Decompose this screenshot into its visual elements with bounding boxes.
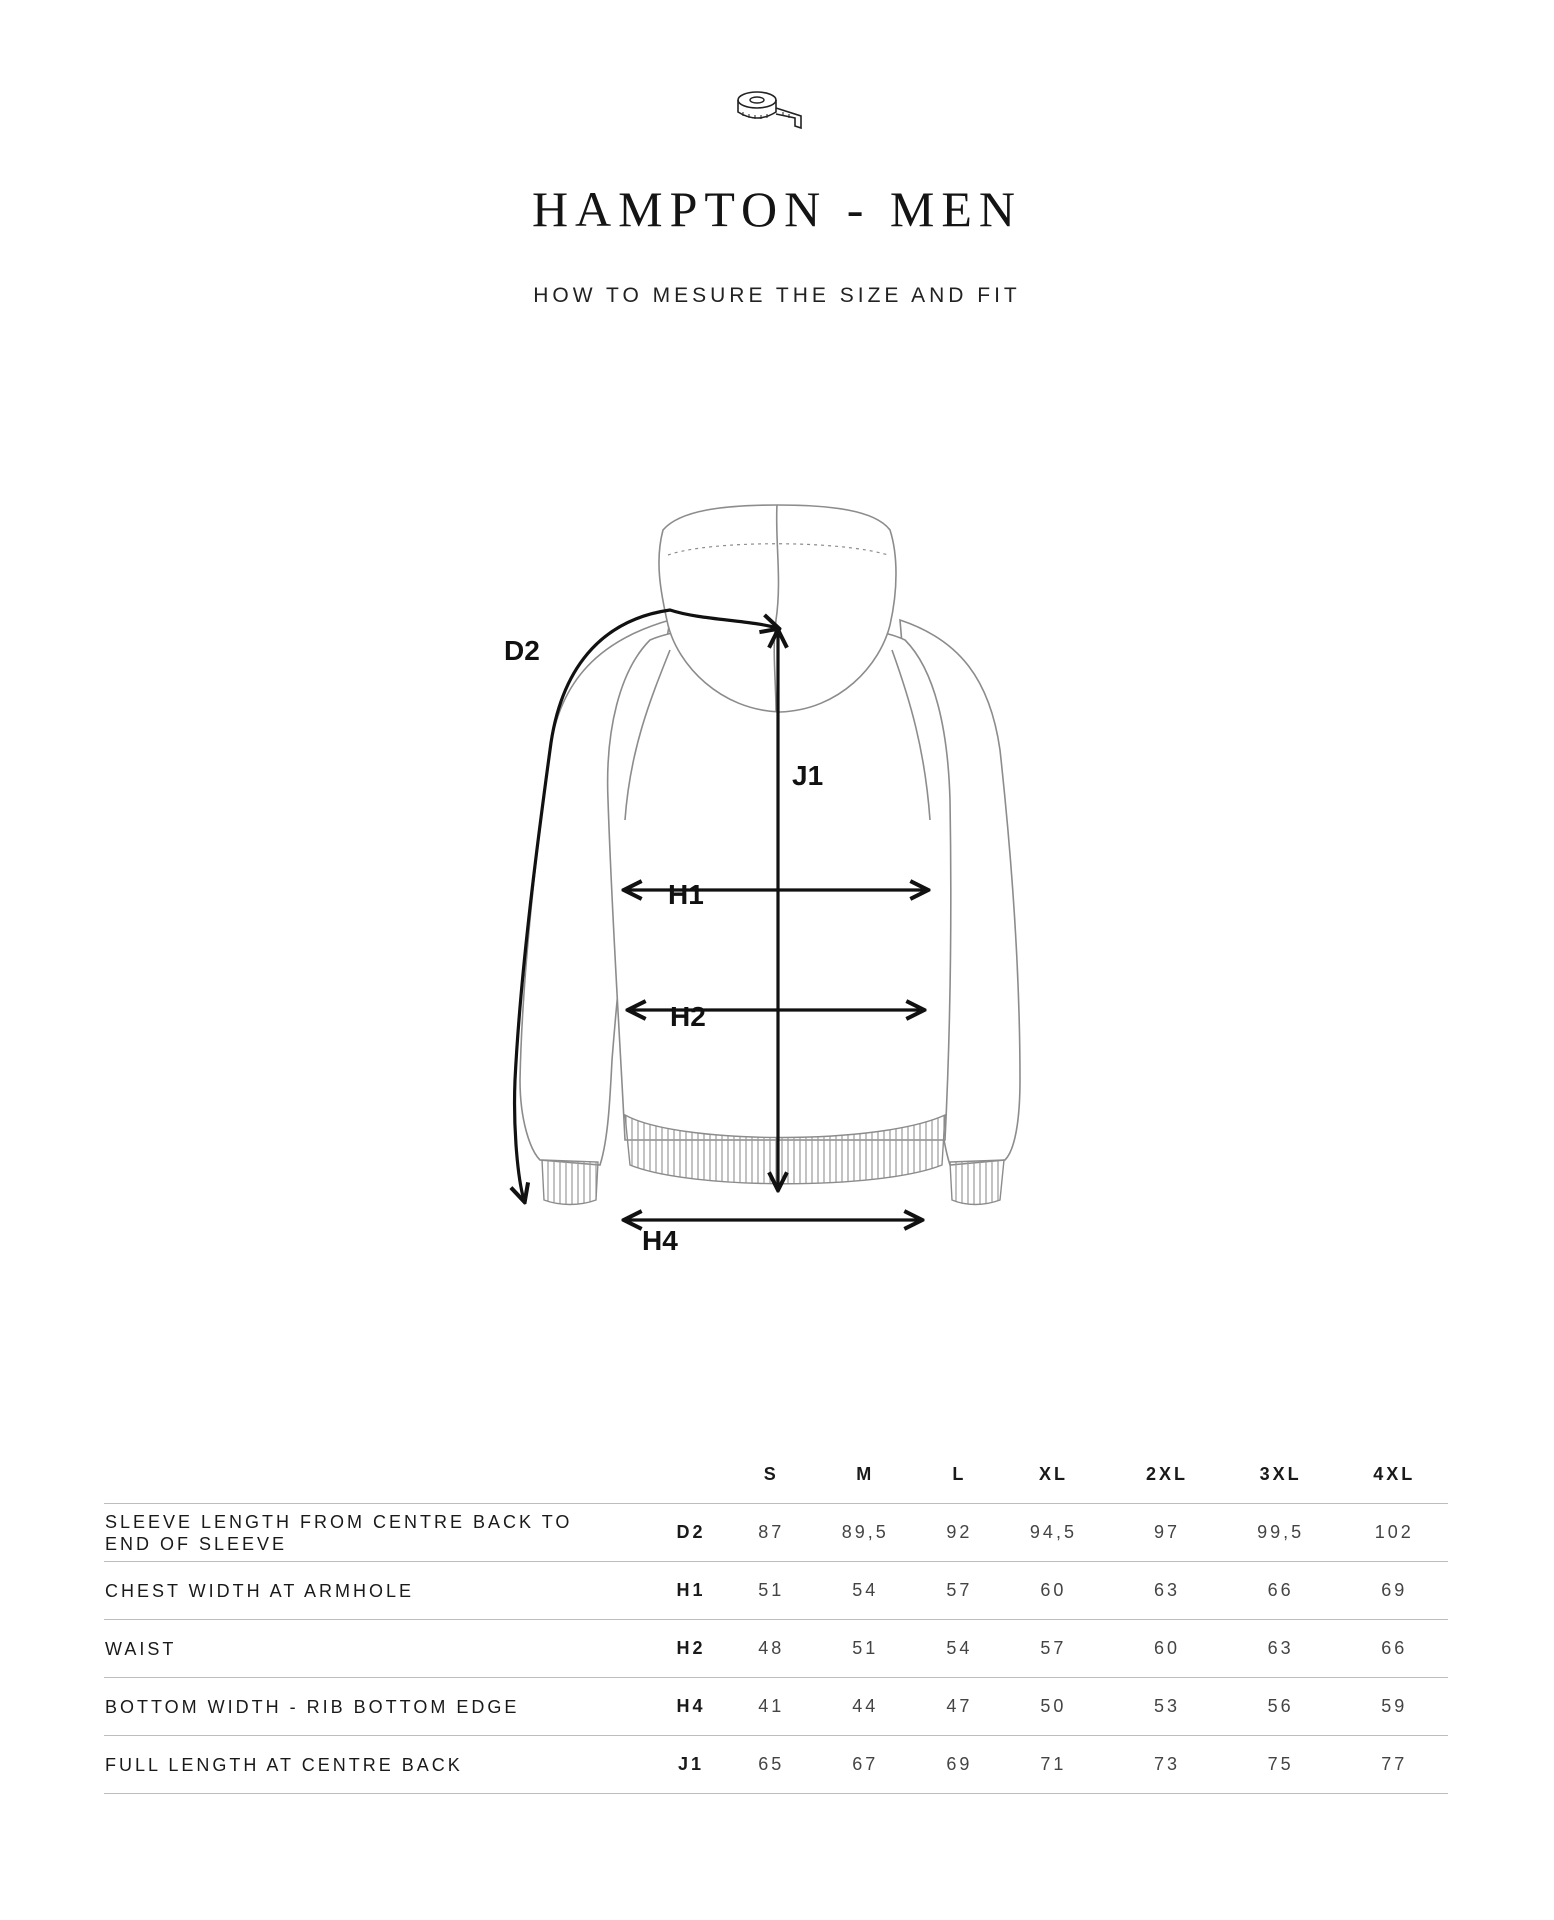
size-chart-table (104, 1445, 1448, 1794)
size-value: 54 (805, 1562, 925, 1620)
size-value: 56 (1221, 1678, 1341, 1736)
size-value: 73 (1113, 1736, 1220, 1794)
label-d2: D2 (504, 635, 540, 666)
table-row (104, 1678, 1448, 1736)
size-value: 94,5 (994, 1504, 1114, 1562)
measurement-code: D2 (645, 1504, 737, 1562)
size-value: 63 (1113, 1562, 1220, 1620)
size-value: 47 (925, 1678, 993, 1736)
size-value: 63 (1221, 1620, 1341, 1678)
size-value: 44 (805, 1678, 925, 1736)
size-value: 102 (1341, 1504, 1449, 1562)
header-measurement (104, 1445, 645, 1504)
size-value: 51 (737, 1562, 805, 1620)
hoodie-outline (520, 505, 1020, 1165)
size-value: 99,5 (1221, 1504, 1341, 1562)
header-code (645, 1445, 737, 1504)
size-value: 41 (737, 1678, 805, 1736)
measurement-name: FULL LENGTH AT CENTRE BACK (104, 1736, 645, 1794)
hoodie-diagram (480, 500, 1040, 1270)
header-size: L (925, 1445, 993, 1504)
label-j1: J1 (792, 760, 824, 791)
table-header-row (104, 1445, 1448, 1504)
table-row (104, 1504, 1448, 1562)
label-h4: H4 (642, 1225, 678, 1256)
measurement-name: SLEEVE LENGTH FROM CENTRE BACK TO END OF SLEEVE (104, 1504, 645, 1562)
measuring-tape-icon (735, 88, 811, 132)
size-value: 59 (1341, 1678, 1449, 1736)
size-value: 92 (925, 1504, 993, 1562)
page-subtitle: HOW TO MESURE THE SIZE AND FIT (533, 284, 1021, 307)
size-value: 67 (805, 1736, 925, 1794)
size-value: 69 (925, 1736, 993, 1794)
size-value: 87 (737, 1504, 805, 1562)
size-value: 48 (737, 1620, 805, 1678)
size-value: 53 (1113, 1678, 1220, 1736)
size-value: 66 (1341, 1620, 1449, 1678)
size-value: 51 (805, 1620, 925, 1678)
size-value: 66 (1221, 1562, 1341, 1620)
size-value: 77 (1341, 1736, 1449, 1794)
size-value: 54 (925, 1620, 993, 1678)
measurement-code: J1 (645, 1736, 737, 1794)
size-value: 65 (737, 1736, 805, 1794)
label-h2: H2 (670, 1001, 706, 1032)
header-size: XL (994, 1445, 1114, 1504)
table-row (104, 1562, 1448, 1620)
measurement-name: WAIST (104, 1620, 645, 1678)
size-value: 50 (994, 1678, 1114, 1736)
measurement-name: CHEST WIDTH AT ARMHOLE (104, 1562, 645, 1620)
header-size: S (737, 1445, 805, 1504)
table-row (104, 1620, 1448, 1678)
size-value: 60 (1113, 1620, 1220, 1678)
size-value: 89,5 (805, 1504, 925, 1562)
size-value: 60 (994, 1562, 1114, 1620)
header-size: 2XL (1113, 1445, 1220, 1504)
header-size: M (805, 1445, 925, 1504)
size-value: 71 (994, 1736, 1114, 1794)
measurement-name: BOTTOM WIDTH - RIB BOTTOM EDGE (104, 1678, 645, 1736)
size-value: 57 (994, 1620, 1114, 1678)
size-value: 57 (925, 1562, 993, 1620)
label-h1: H1 (668, 879, 704, 910)
measurement-code: H2 (645, 1620, 737, 1678)
size-value: 75 (1221, 1736, 1341, 1794)
size-value: 97 (1113, 1504, 1220, 1562)
size-value: 69 (1341, 1562, 1449, 1620)
measurement-code: H1 (645, 1562, 737, 1620)
table-row (104, 1736, 1448, 1794)
header-size: 3XL (1221, 1445, 1341, 1504)
measurement-code: H4 (645, 1678, 737, 1736)
page-title: HAMPTON - MEN (531, 181, 1023, 237)
header-size: 4XL (1341, 1445, 1449, 1504)
